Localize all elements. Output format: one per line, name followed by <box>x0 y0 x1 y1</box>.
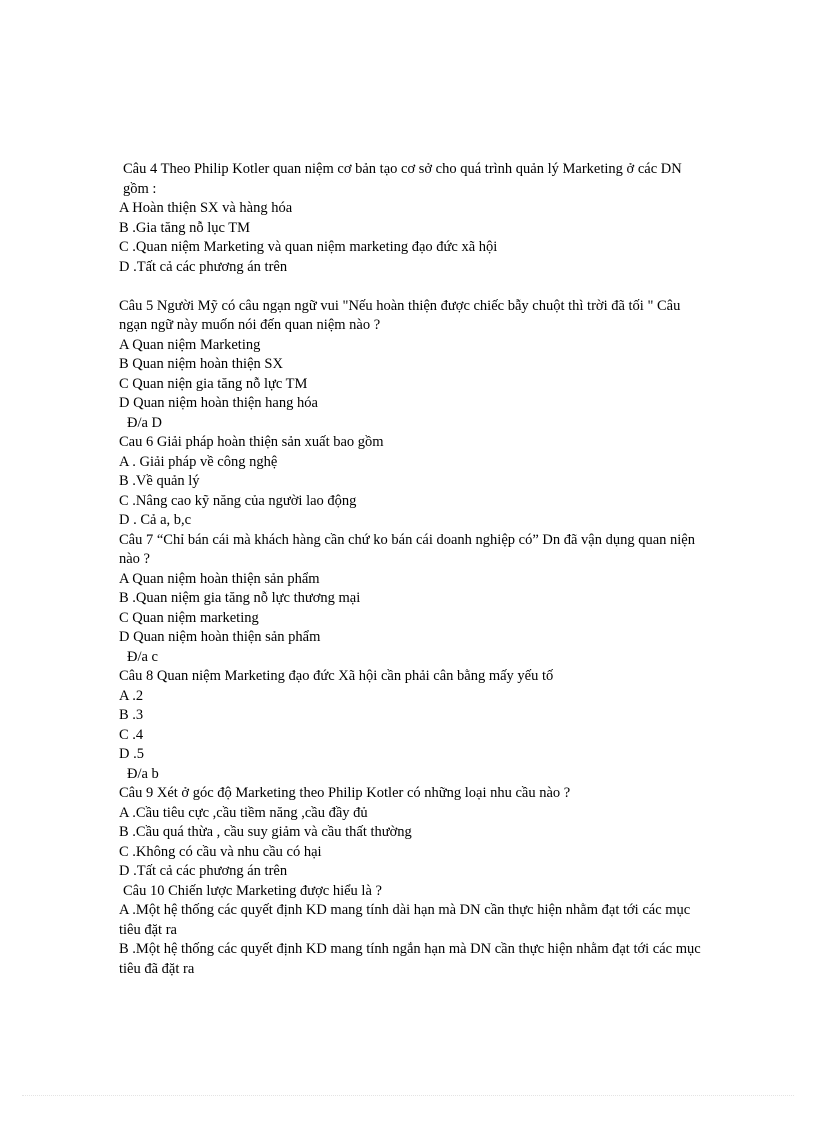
question-5-title: Câu 5 Người Mỹ có câu ngạn ngữ vui "Nếu hoàn thiện được chiếc bẫy chuột thì trời đã tối " Câu ngạn ngữ này muốn nói đến quan niệm nào ? <box>119 297 681 333</box>
question-5-option-d: D Quan niệm hoàn thiện hang hóa <box>119 395 318 411</box>
question-8-title: Câu 8 Quan niệm Marketing đạo đức Xã hội cần phải cân bằng mấy yếu tố <box>119 668 554 684</box>
page-bottom-divider <box>22 1095 794 1096</box>
question-5-option-a: A Quan niệm Marketing <box>119 336 261 353</box>
question-8-option-c: C .4 <box>119 726 144 743</box>
question-9-title: Câu 9 Xét ở góc độ Marketing theo Philip Kotler có những loại nhu cầu nào ? <box>119 785 571 801</box>
question-7-title: Câu 7 “Chỉ bán cái mà khách hàng cần chứ ko bán cái doanh nghiệp có” Dn đã vận dụng quan niện nào ? <box>119 531 695 567</box>
question-7-option-d: D Quan niệm hoàn thiện sản phẩm <box>119 629 321 645</box>
question-5-option-b: B Quan niệm hoàn thiện SX <box>119 356 283 372</box>
question-8-answer: Đ/a b <box>127 765 159 782</box>
question-8-option-b: B .3 <box>119 707 144 723</box>
question-9-option-d: D .Tất cả các phương án trên <box>119 863 288 879</box>
question-10-title: Câu 10 Chiến lược Marketing được hiểu là ? <box>123 882 382 899</box>
question-6-option-b: B .Về quản lý <box>119 473 200 489</box>
question-7-option-c: C Quan niệm marketing <box>119 609 259 626</box>
question-7-option-a: A Quan niệm hoàn thiện sản phẩm <box>119 570 320 587</box>
question-4-option-c: C .Quan niệm Marketing và quan niệm marketing đạo đức xã hội <box>119 239 498 255</box>
question-6-option-a: A . Giải pháp về công nghệ <box>119 453 278 470</box>
question-10-option-b: B .Một hệ thống các quyết định KD mang tính ngắn hạn mà DN cần thực hiện nhằm đạt tới các mục tiêu đã đặt ra <box>119 941 701 977</box>
question-9-option-b: B .Cầu quá thừa , cầu suy giảm và cầu thất thường <box>119 824 412 840</box>
question-9-option-a: A .Cầu tiêu cực ,cầu tiềm năng ,cầu đầy đủ <box>119 804 368 821</box>
question-8-option-d: D .5 <box>119 746 144 762</box>
question-4-option-a: A Hoàn thiện SX và hàng hóa <box>119 200 293 216</box>
question-6-title: Cau 6 Giải pháp hoàn thiện sản xuất bao gồm <box>119 434 384 450</box>
question-4-option-d: D .Tất cả các phương án trên <box>119 258 288 275</box>
question-10-option-a: A .Một hệ thống các quyết định KD mang tính dài hạn mà DN cần thực hiện nhằm đạt tới các mục tiêu đặt ra <box>119 902 691 938</box>
question-7-answer: Đ/a c <box>127 648 158 665</box>
question-4-title: Câu 4 Theo Philip Kotler quan niệm cơ bản tạo cơ sở cho quá trình quản lý Marketing ở các DN gồm : <box>123 161 682 197</box>
question-9-option-c: C .Không có cầu và nhu cầu có hại <box>119 843 322 860</box>
question-4-option-b: B .Gia tăng nỗ lục TM <box>119 219 251 236</box>
document-body <box>119 160 709 979</box>
question-6-option-c: C .Nâng cao kỹ năng của người lao động <box>119 492 357 509</box>
paragraph-gap <box>119 277 709 297</box>
question-8-option-a: A .2 <box>119 687 144 704</box>
question-5-answer: Đ/a D <box>127 414 163 431</box>
question-7-option-b: B .Quan niệm gia tăng nỗ lực thương mại <box>119 590 361 606</box>
question-6-option-d: D . Cả a, b,c <box>119 512 192 528</box>
question-5-option-c: C Quan niện gia tăng nỗ lực TM <box>119 375 308 392</box>
